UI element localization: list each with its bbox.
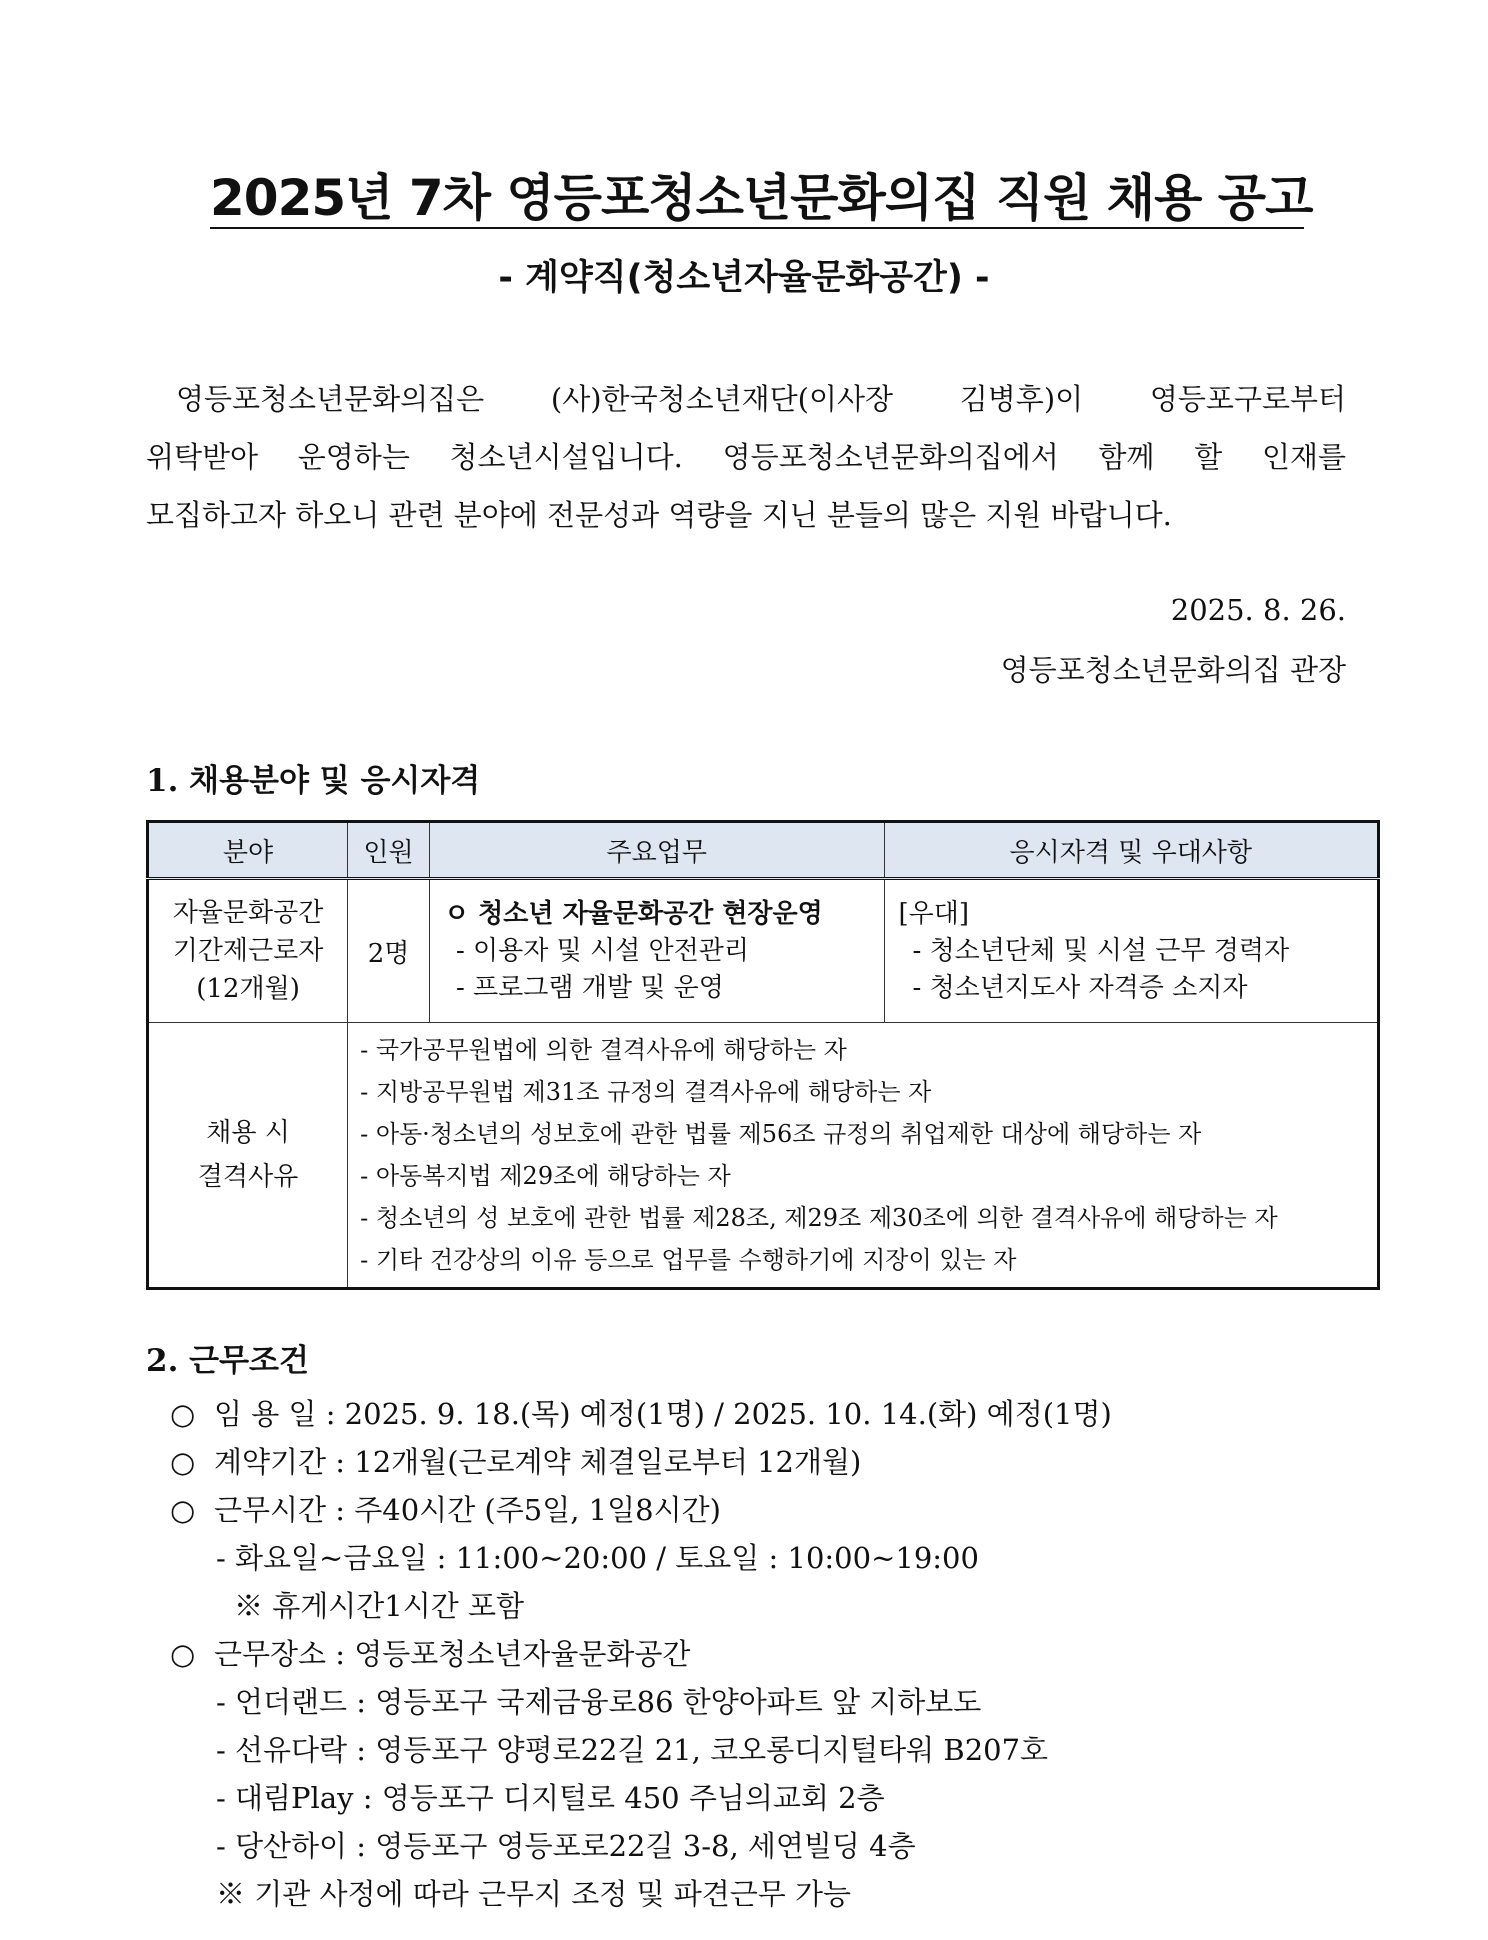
header-duties: 주요업무 (430, 822, 885, 879)
disq-item: - 청소년의 성 보호에 관한 법률 제28조, 제29조 제30조에 의한 결격사유에 해당하는 자 (360, 1204, 1278, 1232)
disq-item: - 기타 건강상의 이유 등으로 업무를 수행하기에 지장이 있는 자 (360, 1246, 1017, 1274)
title-underline (210, 227, 1304, 229)
list-item (170, 1486, 1112, 1534)
section-heading-conditions: 2. 근무조건 (146, 1343, 309, 1379)
field-cell (148, 879, 348, 1023)
notice-signer: 영등포청소년문화의집 관장 (1000, 653, 1346, 687)
duties-item: - 프로그램 개발 및 운영 (456, 972, 724, 1003)
duties-item: - 이용자 및 시설 안전관리 (456, 935, 750, 966)
duties-cell (430, 879, 885, 1023)
notice-date: 2025. 8. 26. (1170, 593, 1346, 627)
circle-bullet-icon: ○ (170, 1397, 196, 1431)
disq-item: - 지방공무원법 제31조 규정의 결격사유에 해당하는 자 (360, 1078, 932, 1106)
disq-label-line: 결격사유 (197, 1162, 299, 1192)
recruitment-table (146, 820, 1380, 1290)
list-item (170, 1438, 1112, 1486)
section-heading-recruitment: 1. 채용분야 및 응시자격 (146, 763, 481, 799)
table-row (148, 879, 1379, 1023)
disq-label-line: 채용 시 (206, 1118, 290, 1148)
work-hours: 근무시간 : 주40시간 (주5일, 1일8시간) (214, 1493, 721, 1527)
disq-item: - 아동복지법 제29조에 해당하는 자 (360, 1162, 731, 1190)
place-item: - 대림Play : 영등포구 디지털로 450 주님의교회 2층 (216, 1781, 885, 1815)
disq-item: - 국가공무원법에 의한 결격사유에 해당하는 자 (360, 1036, 847, 1064)
table-row (148, 1023, 1379, 1289)
intro-line: 모집하고자 하오니 관련 분야에 전문성과 역량을 지닌 분들의 많은 지원 바랍니다. (146, 498, 1172, 532)
work-hours-detail: - 화요일~금요일 : 11:00~20:00 / 토요일 : 10:00~19:00 (216, 1541, 979, 1575)
list-item (170, 1630, 1112, 1678)
place-note: ※ 기관 사정에 따라 근무지 조정 및 파견근무 가능 (216, 1877, 852, 1911)
duties-main: ㅇ 청소년 자율문화공간 현장운영 (444, 898, 823, 929)
count-cell: 2명 (348, 879, 430, 1023)
field-line: (12개월) (196, 974, 300, 1004)
qual-item: - 청소년단체 및 시설 근무 경력자 (912, 935, 1290, 966)
intro-paragraph (146, 370, 1346, 544)
field-line: 자율문화공간 (172, 898, 324, 928)
table-header-row (148, 822, 1379, 879)
intro-line: 위탁받아 운영하는 청소년시설입니다. 영등포청소년문화의집에서 함께 할 인재를 (146, 440, 1346, 474)
header-count: 인원 (348, 822, 430, 879)
disqualification-list-cell (348, 1023, 1379, 1289)
qual-item: - 청소년지도사 자격증 소지자 (912, 972, 1248, 1003)
intro-line: 영등포청소년문화의집은 (사)한국청소년재단(이사장 김병후)이 영등포구로부터 (176, 382, 1346, 416)
qual-label: [우대] (898, 898, 970, 929)
page-title: 2025년 7차 영등포청소년문화의집 직원 채용 공고 (210, 169, 1313, 227)
disq-item: - 아동·청소년의 성보호에 관한 법률 제56조 규정의 취업제한 대상에 해당하는 자 (360, 1120, 1202, 1148)
page-subtitle: - 계약직(청소년자율문화공간) - (498, 258, 990, 298)
disqualification-label-cell (148, 1023, 348, 1289)
qualifications-cell (884, 879, 1378, 1023)
circle-bullet-icon: ○ (170, 1445, 196, 1479)
conditions-list (170, 1390, 1112, 1918)
place-item: - 언더랜드 : 영등포구 국제금융로86 한양아파트 앞 지하보도 (216, 1685, 982, 1719)
contract-period: 계약기간 : 12개월(근로계약 체결일로부터 12개월) (214, 1445, 862, 1479)
circle-bullet-icon: ○ (170, 1637, 196, 1671)
work-hours-note: ※ 휴게시간1시간 포함 (234, 1589, 524, 1623)
list-item (170, 1390, 1112, 1438)
place-item: - 당산하이 : 영등포구 영등포로22길 3-8, 세연빌딩 4층 (216, 1829, 916, 1863)
header-qualifications: 응시자격 및 우대사항 (884, 822, 1378, 879)
circle-bullet-icon: ○ (170, 1493, 196, 1527)
field-line: 기간제근로자 (172, 936, 324, 966)
appointment-date: 임 용 일 : 2025. 9. 18.(목) 예정(1명) / 2025. 10. 14.(화) 예정(1명) (214, 1397, 1112, 1431)
place-item: - 선유다락 : 영등포구 양평로22길 21, 코오롱디지털타워 B207호 (216, 1733, 1049, 1767)
header-field: 분야 (148, 822, 348, 879)
work-place: 근무장소 : 영등포청소년자율문화공간 (214, 1637, 691, 1671)
